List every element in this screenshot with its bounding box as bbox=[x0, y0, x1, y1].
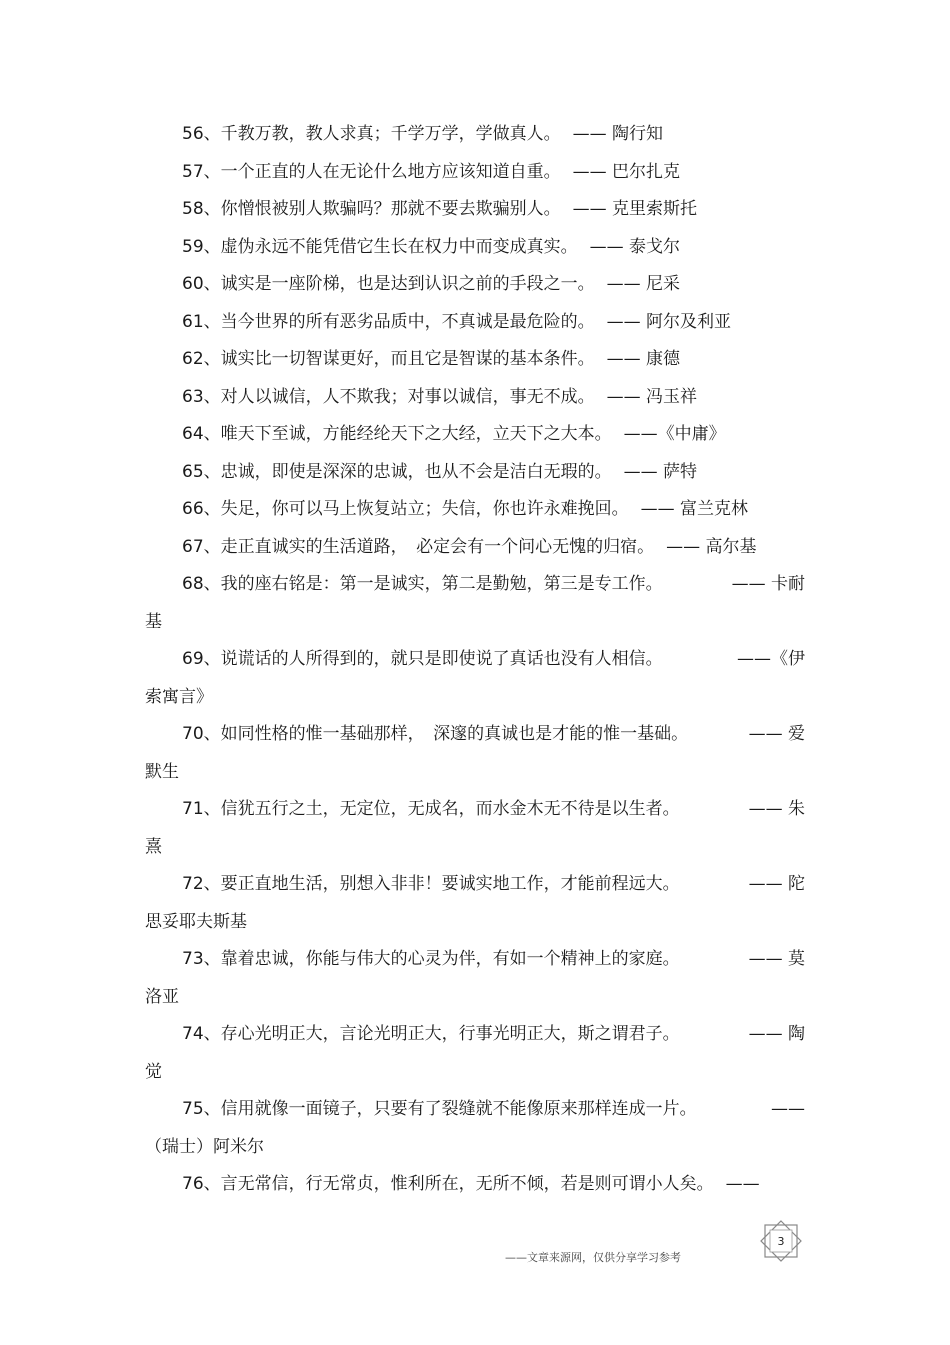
quote-text: 74、存心光明正大，言论光明正大，行事光明正大，斯之谓君子。 bbox=[182, 1024, 680, 1044]
quote-continuation: 洛亚 bbox=[145, 986, 179, 1007]
quote-attribution bbox=[749, 941, 805, 979]
quote-attribution bbox=[612, 454, 697, 492]
attribution-dash: —— bbox=[572, 124, 613, 144]
quote-attribution bbox=[578, 229, 680, 267]
quote-first-line bbox=[145, 941, 805, 979]
attribution-dash: —— bbox=[666, 536, 706, 557]
attribution-dash: —— bbox=[731, 574, 771, 594]
quote-item bbox=[145, 716, 805, 791]
quote-text: 73、靠着忠诚，你能与伟大的心灵为伴，有如一个精神上的家庭。 bbox=[182, 949, 680, 969]
attribution-dash: —— bbox=[572, 199, 613, 219]
quote-attribution bbox=[561, 116, 663, 154]
quote-text: 56、千教万教，教人求真；千学万学，学做真人。 bbox=[182, 124, 561, 144]
quote-author: 陀 bbox=[788, 874, 805, 894]
page-number-badge bbox=[757, 1220, 805, 1262]
attribution-dash: —— bbox=[737, 649, 771, 669]
attribution-dash: —— bbox=[748, 724, 788, 744]
quote-attribution bbox=[561, 154, 680, 192]
quote-text: 58、你憎恨被别人欺骗吗？那就不要去欺骗别人。 bbox=[182, 199, 561, 219]
page-number: 3 bbox=[777, 1234, 785, 1248]
quote-author: 康德 bbox=[646, 349, 681, 369]
quote-item bbox=[145, 341, 805, 379]
quote-first-line bbox=[145, 341, 805, 379]
quote-author: 冯玉祥 bbox=[646, 386, 698, 407]
quote-text: 61、当今世界的所有恶劣品质中，不真诚是最危险的。 bbox=[182, 311, 595, 332]
quote-author: 泰戈尔 bbox=[629, 236, 681, 257]
quote-item bbox=[145, 566, 805, 641]
quote-attribution bbox=[629, 491, 748, 529]
quote-text: 63、对人以诚信，人不欺我；对事以诚信，事无不成。 bbox=[182, 386, 595, 407]
quote-first-line bbox=[145, 566, 805, 604]
quote-item bbox=[145, 116, 805, 154]
attribution-dash: —— bbox=[771, 1099, 805, 1119]
quote-item bbox=[145, 454, 805, 492]
quote-attribution bbox=[612, 416, 726, 454]
quote-attribution bbox=[749, 791, 805, 829]
quote-item bbox=[145, 266, 805, 304]
quote-first-line bbox=[145, 154, 805, 192]
quote-continuation: （瑞士）阿米尔 bbox=[145, 1136, 264, 1157]
quote-text: 60、诚实是一座阶梯，也是达到认识之前的手段之一。 bbox=[182, 274, 595, 294]
attribution-dash: —— bbox=[606, 386, 647, 407]
quote-item bbox=[145, 154, 805, 192]
quote-author: 爱 bbox=[788, 724, 805, 744]
quote-first-line bbox=[145, 791, 805, 829]
quote-item bbox=[145, 1091, 805, 1166]
quote-attribution bbox=[595, 304, 731, 342]
quote-author: 富兰克林 bbox=[680, 499, 749, 519]
quote-attribution bbox=[714, 1166, 760, 1204]
quote-first-line bbox=[145, 379, 805, 417]
quote-author: 《伊 bbox=[771, 649, 805, 669]
quote-first-line bbox=[145, 1016, 805, 1054]
quote-author: 卡耐 bbox=[771, 574, 805, 594]
quote-text: 57、一个正直的人在无论什么地方应该知道自重。 bbox=[182, 161, 561, 182]
attribution-dash: —— bbox=[640, 499, 681, 519]
quote-item bbox=[145, 529, 805, 567]
quote-first-line bbox=[145, 266, 805, 304]
quote-continuation: 熹 bbox=[145, 836, 162, 857]
quote-item bbox=[145, 1016, 805, 1091]
quote-first-line bbox=[145, 416, 805, 454]
quote-text: 70、如同性格的惟一基础那样， 深邃的真诚也是才能的惟一基础。 bbox=[182, 724, 689, 744]
quote-first-line bbox=[145, 716, 805, 754]
quote-author: 阿尔及利亚 bbox=[646, 311, 732, 332]
quote-item bbox=[145, 191, 805, 229]
quote-first-line bbox=[145, 529, 805, 567]
quote-text: 75、信用就像一面镜子，只要有了裂缝就不能像原来那样连成一片。 bbox=[182, 1099, 697, 1119]
quote-attribution bbox=[595, 379, 697, 417]
quote-text: 68、我的座右铭是：第一是诚实，第二是勤勉，第三是专工作。 bbox=[182, 574, 663, 594]
quote-text: 62、诚实比一切智谋更好，而且它是智谋的基本条件。 bbox=[182, 349, 595, 369]
quote-continuation: 默生 bbox=[145, 761, 179, 782]
quote-first-line bbox=[145, 641, 805, 679]
quote-text: 76、言无常信，行无常贞，惟利所在，无所不倾，若是则可谓小人矣。 bbox=[182, 1174, 714, 1194]
quote-attribution bbox=[771, 1091, 805, 1129]
attribution-dash: —— bbox=[606, 274, 647, 294]
quote-first-line bbox=[145, 454, 805, 492]
quote-text: 64、唯天下至诚，方能经纶天下之大经，立天下之大本。 bbox=[182, 424, 612, 444]
quote-first-line bbox=[145, 191, 805, 229]
quote-author: 克里索斯托 bbox=[612, 199, 698, 219]
quote-text: 66、失足，你可以马上恢复站立；失信，你也许永难挽回。 bbox=[182, 499, 629, 519]
quote-author: 《中庸》 bbox=[657, 424, 726, 444]
quote-text: 69、说谎话的人所得到的，就只是即使说了真话也没有人相信。 bbox=[182, 649, 663, 669]
quote-text: 59、虚伪永远不能凭借它生长在权力中而变成真实。 bbox=[182, 236, 578, 257]
quote-item bbox=[145, 229, 805, 267]
quote-attribution bbox=[732, 566, 805, 604]
quote-text: 72、要正直地生活，别想入非非！要诚实地工作，才能前程远大。 bbox=[182, 874, 680, 894]
attribution-dash: —— bbox=[725, 1174, 760, 1194]
quote-first-line bbox=[145, 1091, 805, 1129]
quote-item bbox=[145, 491, 805, 529]
quote-attribution bbox=[737, 641, 805, 679]
quote-item bbox=[145, 1166, 805, 1204]
quote-item bbox=[145, 791, 805, 866]
quote-author: 陶行知 bbox=[612, 124, 664, 144]
quote-first-line bbox=[145, 116, 805, 154]
quote-text: 65、忠诚，即使是深深的忠诚，也从不会是洁白无瑕的。 bbox=[182, 461, 612, 482]
attribution-dash: —— bbox=[623, 461, 664, 482]
quote-author: 莫 bbox=[788, 949, 805, 969]
attribution-dash: —— bbox=[748, 799, 788, 819]
quote-attribution bbox=[595, 341, 680, 379]
quote-item bbox=[145, 641, 805, 716]
quote-author: 萨特 bbox=[663, 461, 698, 482]
quote-item bbox=[145, 866, 805, 941]
attribution-dash: —— bbox=[748, 949, 788, 969]
quote-continuation: 觉 bbox=[145, 1061, 162, 1082]
quote-author: 巴尔扎克 bbox=[612, 161, 681, 182]
quote-author: 朱 bbox=[788, 799, 805, 819]
quote-attribution bbox=[595, 266, 680, 304]
quote-continuation: 思妥耶夫斯基 bbox=[145, 911, 247, 932]
quote-item bbox=[145, 941, 805, 1016]
attribution-dash: —— bbox=[589, 236, 630, 257]
quote-first-line bbox=[145, 229, 805, 267]
attribution-dash: —— bbox=[572, 161, 613, 182]
attribution-dash: —— bbox=[623, 424, 658, 444]
attribution-dash: —— bbox=[748, 1024, 788, 1044]
quote-item bbox=[145, 379, 805, 417]
quote-attribution bbox=[749, 716, 805, 754]
attribution-dash: —— bbox=[606, 311, 647, 332]
quote-first-line bbox=[145, 866, 805, 904]
quote-continuation: 基 bbox=[145, 611, 162, 632]
quote-item bbox=[145, 304, 805, 342]
attribution-dash: —— bbox=[748, 874, 788, 894]
footer-source-note: ——文章来源网，仅供分享学习参考 bbox=[505, 1251, 681, 1264]
attribution-dash: —— bbox=[606, 349, 647, 369]
quote-text: 67、走正直诚实的生活道路， 必定会有一个问心无愧的归宿。 bbox=[182, 536, 655, 557]
quote-attribution bbox=[561, 191, 697, 229]
quote-attribution bbox=[654, 529, 756, 567]
quote-continuation: 索寓言》 bbox=[145, 686, 213, 707]
quote-attribution bbox=[749, 866, 805, 904]
quote-author: 高尔基 bbox=[705, 536, 757, 557]
quote-first-line bbox=[145, 491, 805, 529]
quote-first-line bbox=[145, 1166, 805, 1204]
quote-author: 尼采 bbox=[646, 274, 681, 294]
quote-author: 陶 bbox=[788, 1024, 805, 1044]
quote-item bbox=[145, 416, 805, 454]
quote-first-line bbox=[145, 304, 805, 342]
quote-text: 71、信犹五行之土，无定位，无成名，而水金木无不待是以生者。 bbox=[182, 799, 680, 819]
quote-attribution bbox=[749, 1016, 805, 1054]
